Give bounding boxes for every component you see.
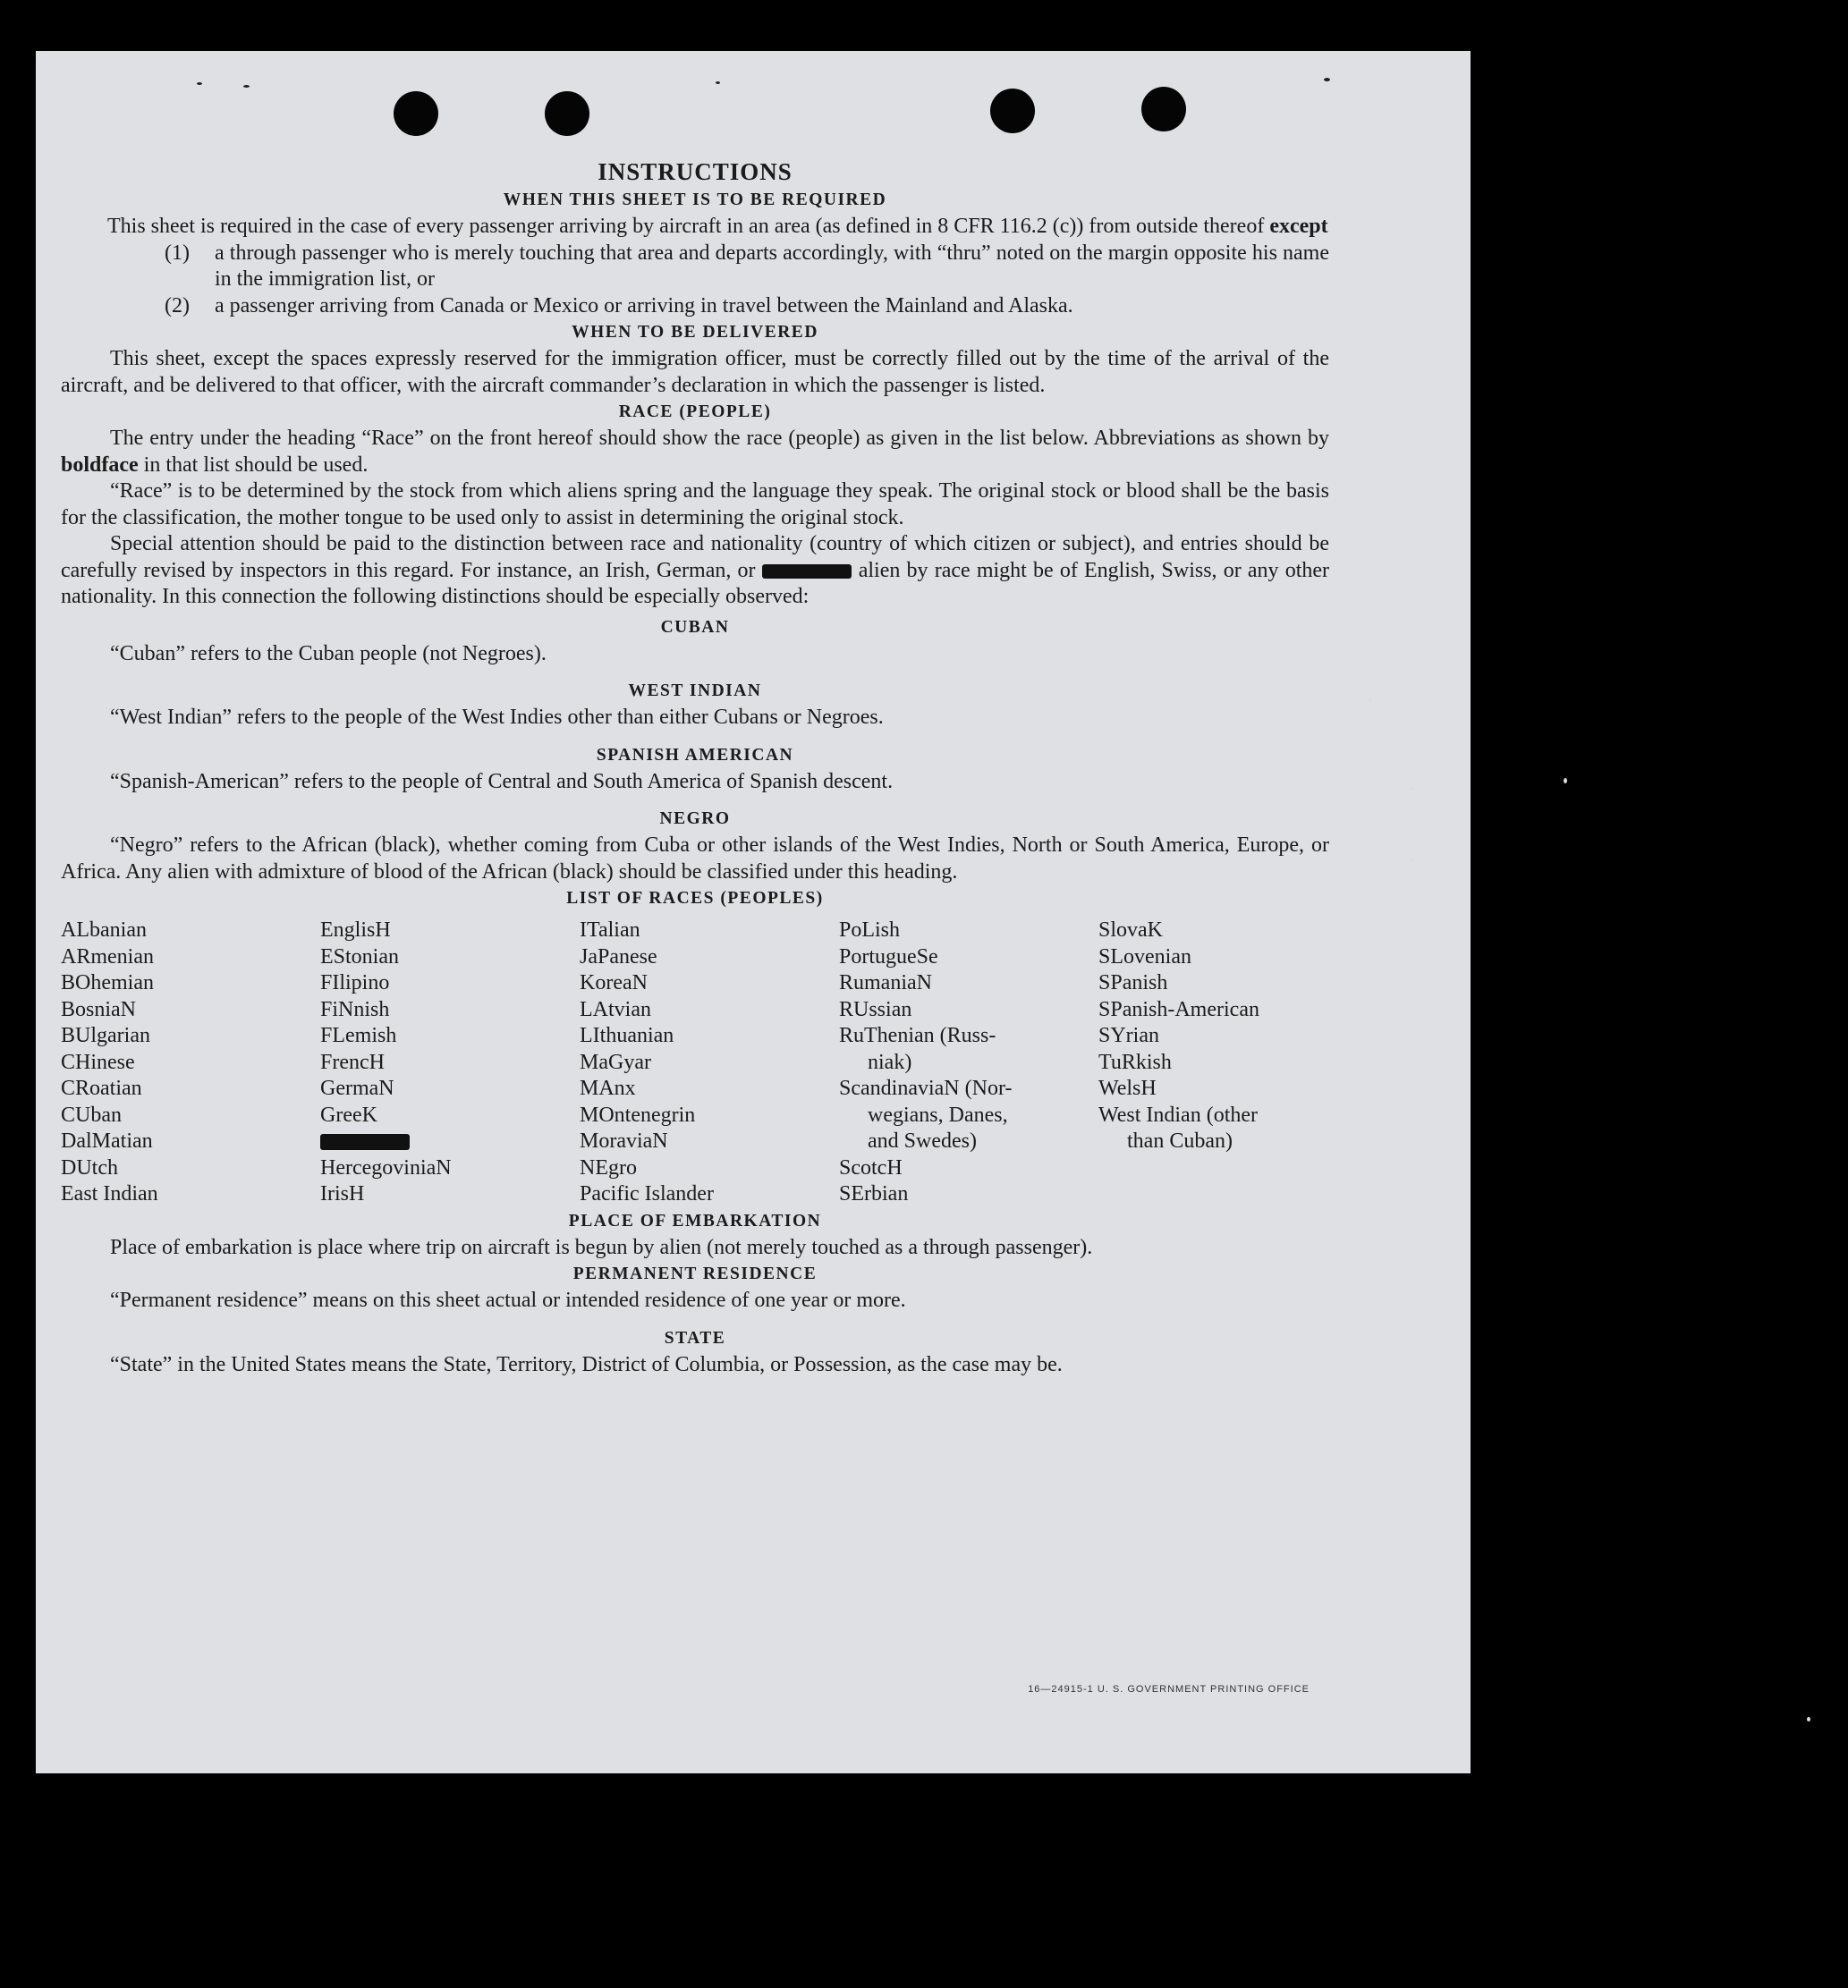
- instructions-body: [61, 157, 1329, 1378]
- cuban-paragraph: “Cuban” refers to the Cuban people (not Negroes).: [110, 641, 547, 665]
- dust-speck: [1324, 78, 1330, 81]
- race-entry: SLovenian: [1098, 944, 1191, 969]
- required-paragraph: This sheet is required in the case of every passenger arriving by aircraft in an area (as defined in 8 CFR 116.2 (c)) from outside thereof except: [107, 215, 1328, 238]
- punch-hole: [1141, 87, 1186, 131]
- heading-embarkation: PLACE OF EMBARKATION: [568, 1211, 822, 1231]
- heading-negro: NEGRO: [659, 809, 731, 828]
- printing-office-code: 16—24915-1 U. S. GOVERNMENT PRINTING OFFICE: [1028, 1684, 1310, 1695]
- race-entry: ScotcH: [839, 1155, 903, 1180]
- race-entry: LAtvian: [580, 997, 651, 1021]
- race-entry: FIlipino: [320, 971, 390, 994]
- race-entry: SYrian: [1098, 1024, 1159, 1047]
- redaction-mark: [762, 564, 852, 579]
- race-entry: BOhemian: [61, 971, 154, 994]
- race-entry: Pacific Islander: [580, 1182, 714, 1205]
- race-entry: DUtch: [61, 1155, 118, 1180]
- race-entry: RumaniaN: [839, 971, 932, 994]
- race-entry: GreeK: [320, 1103, 377, 1127]
- race-entry: PortugueSe: [839, 944, 938, 969]
- race-entry: MaGyar: [580, 1050, 651, 1074]
- heading-permanent-residence: PERMANENT RESIDENCE: [572, 1265, 818, 1283]
- scan-speck: [1807, 1717, 1810, 1722]
- heading-delivered: WHEN TO BE DELIVERED: [572, 323, 818, 342]
- heading-west-indian: WEST INDIAN: [628, 681, 762, 700]
- race-entry: SErbian: [839, 1182, 909, 1205]
- except-bold: except: [1269, 215, 1328, 238]
- race-entry-continued: and Swedes): [868, 1129, 977, 1153]
- scan-speck: [1564, 778, 1567, 783]
- race-paragraph-3: Special attention should be paid to the distinction between race and nationality (country of which citizen or subject), and entries should be carefully revised by inspectors in this regard. For instance, an Irish, German, or alien by race might be of English, Swiss, or any other nationality. In this connection the following distinctions should be especially observed:: [61, 532, 1330, 608]
- race-entry: ITalian: [580, 918, 640, 942]
- page-title: INSTRUCTIONS: [598, 158, 793, 185]
- west-indian-paragraph: “West Indian” refers to the people of the West Indies other than either Cubans or Negroes.: [110, 706, 884, 729]
- dust-speck: [716, 81, 720, 84]
- race-entry: CRoatian: [61, 1077, 142, 1100]
- race-entry: PoLish: [839, 918, 901, 942]
- spanish-american-paragraph: “Spanish-American” refers to the people of Central and South America of Spanish descent.: [110, 769, 894, 793]
- race-entry: MAnx: [580, 1077, 636, 1100]
- race-entry: DalMatian: [61, 1129, 153, 1153]
- race-entry: EStonian: [320, 944, 399, 969]
- race-entry: SPanish-American: [1098, 997, 1259, 1021]
- race-entry: RuThenian (Russ-: [839, 1024, 996, 1047]
- race-entry: MOntenegrin: [580, 1103, 696, 1127]
- punch-hole: [990, 89, 1035, 133]
- embarkation-paragraph: Place of embarkation is place where trip on aircraft is begun by alien (not merely touched as a through passenger).: [110, 1235, 1093, 1259]
- punch-hole: [545, 91, 589, 136]
- scan-speck: [1411, 787, 1414, 791]
- race-entry-continued: niak): [868, 1050, 912, 1074]
- race-entry: CUban: [61, 1103, 122, 1127]
- races-column: [1098, 918, 1322, 1208]
- race-entry-continued: than Cuban): [1127, 1129, 1233, 1153]
- race-entry: TuRkish: [1098, 1050, 1172, 1074]
- races-column: [320, 918, 580, 1208]
- race-entry: IrisH: [320, 1182, 365, 1205]
- heading-cuban: CUBAN: [660, 617, 730, 637]
- heading-state: STATE: [664, 1328, 726, 1348]
- state-paragraph: “State” in the United States means the State, Territory, District of Columbia, or Possession, as the case may be.: [110, 1352, 1063, 1376]
- punch-hole: [394, 91, 438, 136]
- race-entry: RUssian: [839, 997, 912, 1021]
- races-column: [580, 918, 839, 1208]
- races-column: [839, 918, 1098, 1208]
- dust-speck: [197, 82, 202, 85]
- heading-list-of-races: LIST OF RACES (PEOPLES): [566, 889, 824, 908]
- heading-race: RACE (PEOPLE): [618, 402, 772, 421]
- race-entry: GermaN: [320, 1077, 394, 1100]
- exception-item: (2) a passenger arriving from Canada or Mexico or arriving in travel between the Mainland and Alaska.: [165, 293, 1073, 317]
- delivered-paragraph: This sheet, except the spaces expressly reserved for the immigration officer, must be correctly filled out by the time of the arrival of the aircraft, and be delivered to that officer, with the aircraft commander’s declaration in which the passenger is listed.: [61, 347, 1329, 397]
- race-entry: SlovaK: [1098, 918, 1163, 942]
- races-list: [61, 918, 1329, 1208]
- race-entry: SPanish: [1098, 971, 1168, 994]
- race-entry: BosniaN: [61, 997, 136, 1021]
- redaction-mark: [320, 1134, 410, 1150]
- race-entry: EnglisH: [320, 918, 391, 942]
- race-entry: KoreaN: [580, 971, 648, 994]
- race-entry: MoraviaN: [580, 1129, 668, 1153]
- residence-paragraph: “Permanent residence” means on this sheet actual or intended residence of one year or more.: [110, 1289, 906, 1312]
- race-entry-continued: wegians, Danes,: [868, 1103, 1008, 1127]
- race-entry: WelsH: [1098, 1077, 1157, 1100]
- scan-speck: [1411, 859, 1414, 862]
- negro-paragraph: “Negro” refers to the African (black), whether coming from Cuba or other islands of the West Indies, North or South America, Europe, or Africa. Any alien with admixture of blood of the African (black) should be classified under this heading.: [61, 833, 1329, 884]
- race-entry-redacted: [320, 1129, 580, 1155]
- race-entry: NEgro: [580, 1155, 637, 1180]
- scan-speck: [1369, 698, 1372, 703]
- heading-required: WHEN THIS SHEET IS TO BE REQUIRED: [503, 190, 887, 209]
- race-entry: BUlgarian: [61, 1024, 150, 1047]
- document-page: [36, 51, 1471, 1773]
- dust-speck: [243, 85, 250, 88]
- race-entry: FLemish: [320, 1024, 397, 1047]
- race-paragraph-1: The entry under the heading “Race” on the front hereof should show the race (people) as given in the list below. Abbreviations as shown by boldface in that list should be used.: [61, 427, 1329, 477]
- race-entry: FrencH: [320, 1050, 385, 1074]
- race-entry: ALbanian: [61, 918, 147, 942]
- race-entry: CHinese: [61, 1050, 135, 1074]
- race-entry: JaPanese: [580, 944, 657, 969]
- races-column: [61, 918, 320, 1208]
- exception-item: (1) a through passenger who is merely touching that area and departs accordingly, with “thru” noted on the margin opposite his name in the immigration list, or: [165, 241, 1329, 291]
- race-entry: ScandinaviaN (Nor-: [839, 1077, 1013, 1100]
- race-entry: FiNnish: [320, 997, 390, 1021]
- race-paragraph-2: “Race” is to be determined by the stock from which aliens spring and the language they speak. The original stock or blood shall be the basis for the classification, the mother tongue to be used only to assist in determining the original stock.: [61, 479, 1329, 529]
- heading-spanish-american: SPANISH AMERICAN: [596, 745, 794, 765]
- race-entry: ARmenian: [61, 944, 154, 969]
- race-entry: West Indian (other: [1098, 1103, 1259, 1127]
- race-entry: East Indian: [61, 1182, 158, 1205]
- race-entry: HercegoviniaN: [320, 1155, 452, 1180]
- race-entry: LIthuanian: [580, 1024, 674, 1047]
